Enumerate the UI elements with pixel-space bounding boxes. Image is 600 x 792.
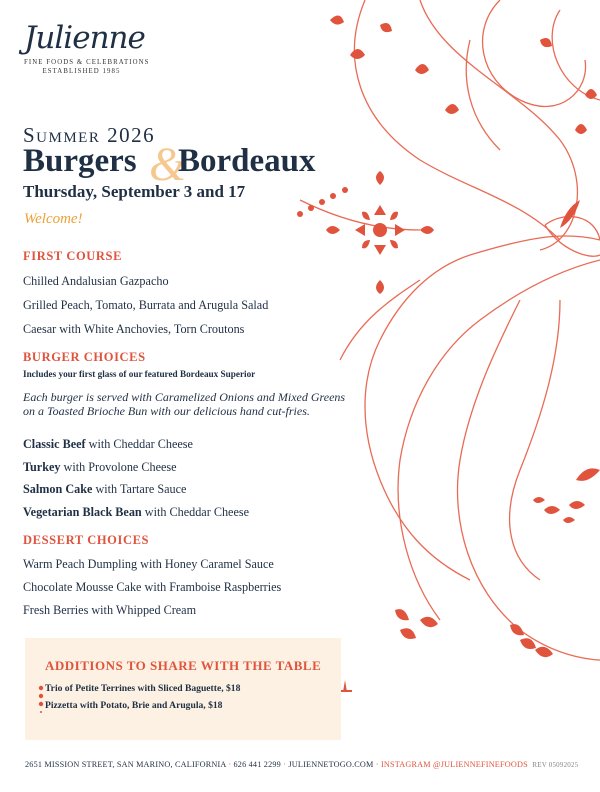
logo-established: ESTABLISHED 1985 xyxy=(42,68,121,75)
welcome-text: Welcome! xyxy=(24,211,83,227)
burger-choices-heading: BURGER CHOICES xyxy=(23,350,146,364)
list-item: Trio of Petite Terrines with Sliced Baguette, $18 xyxy=(45,683,241,694)
footer-revision: REV 05092025 xyxy=(532,761,579,769)
footer-website[interactable]: JULIENNETOGO.COM xyxy=(288,760,374,769)
burger-name: Turkey xyxy=(23,460,61,474)
first-course-heading: FIRST COURSE xyxy=(23,249,123,263)
list-item: Caesar with White Anchovies, Torn Croutons xyxy=(23,322,245,336)
footer-separator: · xyxy=(226,760,234,769)
burger-note: Includes your first glass of our featured Bordeaux Superior xyxy=(23,369,256,379)
list-item xyxy=(23,460,177,475)
brand-logo xyxy=(24,18,150,76)
additions-box xyxy=(25,638,341,740)
red-dots-icon xyxy=(38,685,44,713)
description-line: Each burger is served with Caramelized Onions and Mixed Greens xyxy=(23,390,346,404)
logo-wordmark: Julienne xyxy=(24,20,145,56)
dessert-choices-heading: DESSERT CHOICES xyxy=(23,533,150,547)
footer-address: 2651 MISSION STREET, SAN MARINO, CALIFORNIA xyxy=(25,760,227,769)
footer-separator: · xyxy=(373,760,381,769)
logo-tagline: FINE FOODS & CELEBRATIONS xyxy=(24,59,150,66)
footer xyxy=(25,760,578,769)
additions-heading: ADDITIONS TO SHARE WITH THE TABLE xyxy=(45,658,322,673)
footer-instagram[interactable]: INSTAGRAM @JULIENNEFINEFOODS xyxy=(380,760,528,769)
event-date: Thursday, September 3 and 17 xyxy=(23,182,246,201)
list-item: Chocolate Mousse Cake with Framboise Raspberries xyxy=(23,580,282,594)
season-label: Summer 2026 xyxy=(23,123,156,147)
burger-detail: with Cheddar Cheese xyxy=(141,505,250,519)
list-item: Pizzetta with Potato, Brie and Arugula, $18 xyxy=(45,700,223,711)
description-line: on a Toasted Brioche Bun with our delicious hand cut-fries. xyxy=(23,404,310,418)
burger-name: Classic Beef xyxy=(23,437,86,451)
list-item xyxy=(23,482,186,497)
list-item: Chilled Andalusian Gazpacho xyxy=(23,274,169,288)
title-burgers: Burgers xyxy=(23,143,137,179)
list-item: Warm Peach Dumpling with Honey Caramel Sauce xyxy=(23,557,274,571)
footer-phone: 626 441 2299 xyxy=(233,760,281,769)
burger-name: Vegetarian Black Bean xyxy=(23,505,142,519)
list-item xyxy=(23,505,249,520)
list-item: Grilled Peach, Tomato, Burrata and Arugula Salad xyxy=(23,298,269,312)
footer-separator: · xyxy=(280,760,289,769)
title-bordeaux: Bordeaux xyxy=(178,143,316,179)
burger-detail: with Provolone Cheese xyxy=(60,460,177,474)
burger-description xyxy=(23,390,383,418)
list-item xyxy=(23,437,193,452)
page-title xyxy=(23,138,353,191)
burger-detail: with Tartare Sauce xyxy=(92,482,187,496)
title-ampersand: & xyxy=(149,138,187,191)
burger-name: Salmon Cake xyxy=(23,482,93,496)
burger-detail: with Cheddar Cheese xyxy=(85,437,193,451)
list-item: Fresh Berries with Whipped Cream xyxy=(23,603,197,617)
